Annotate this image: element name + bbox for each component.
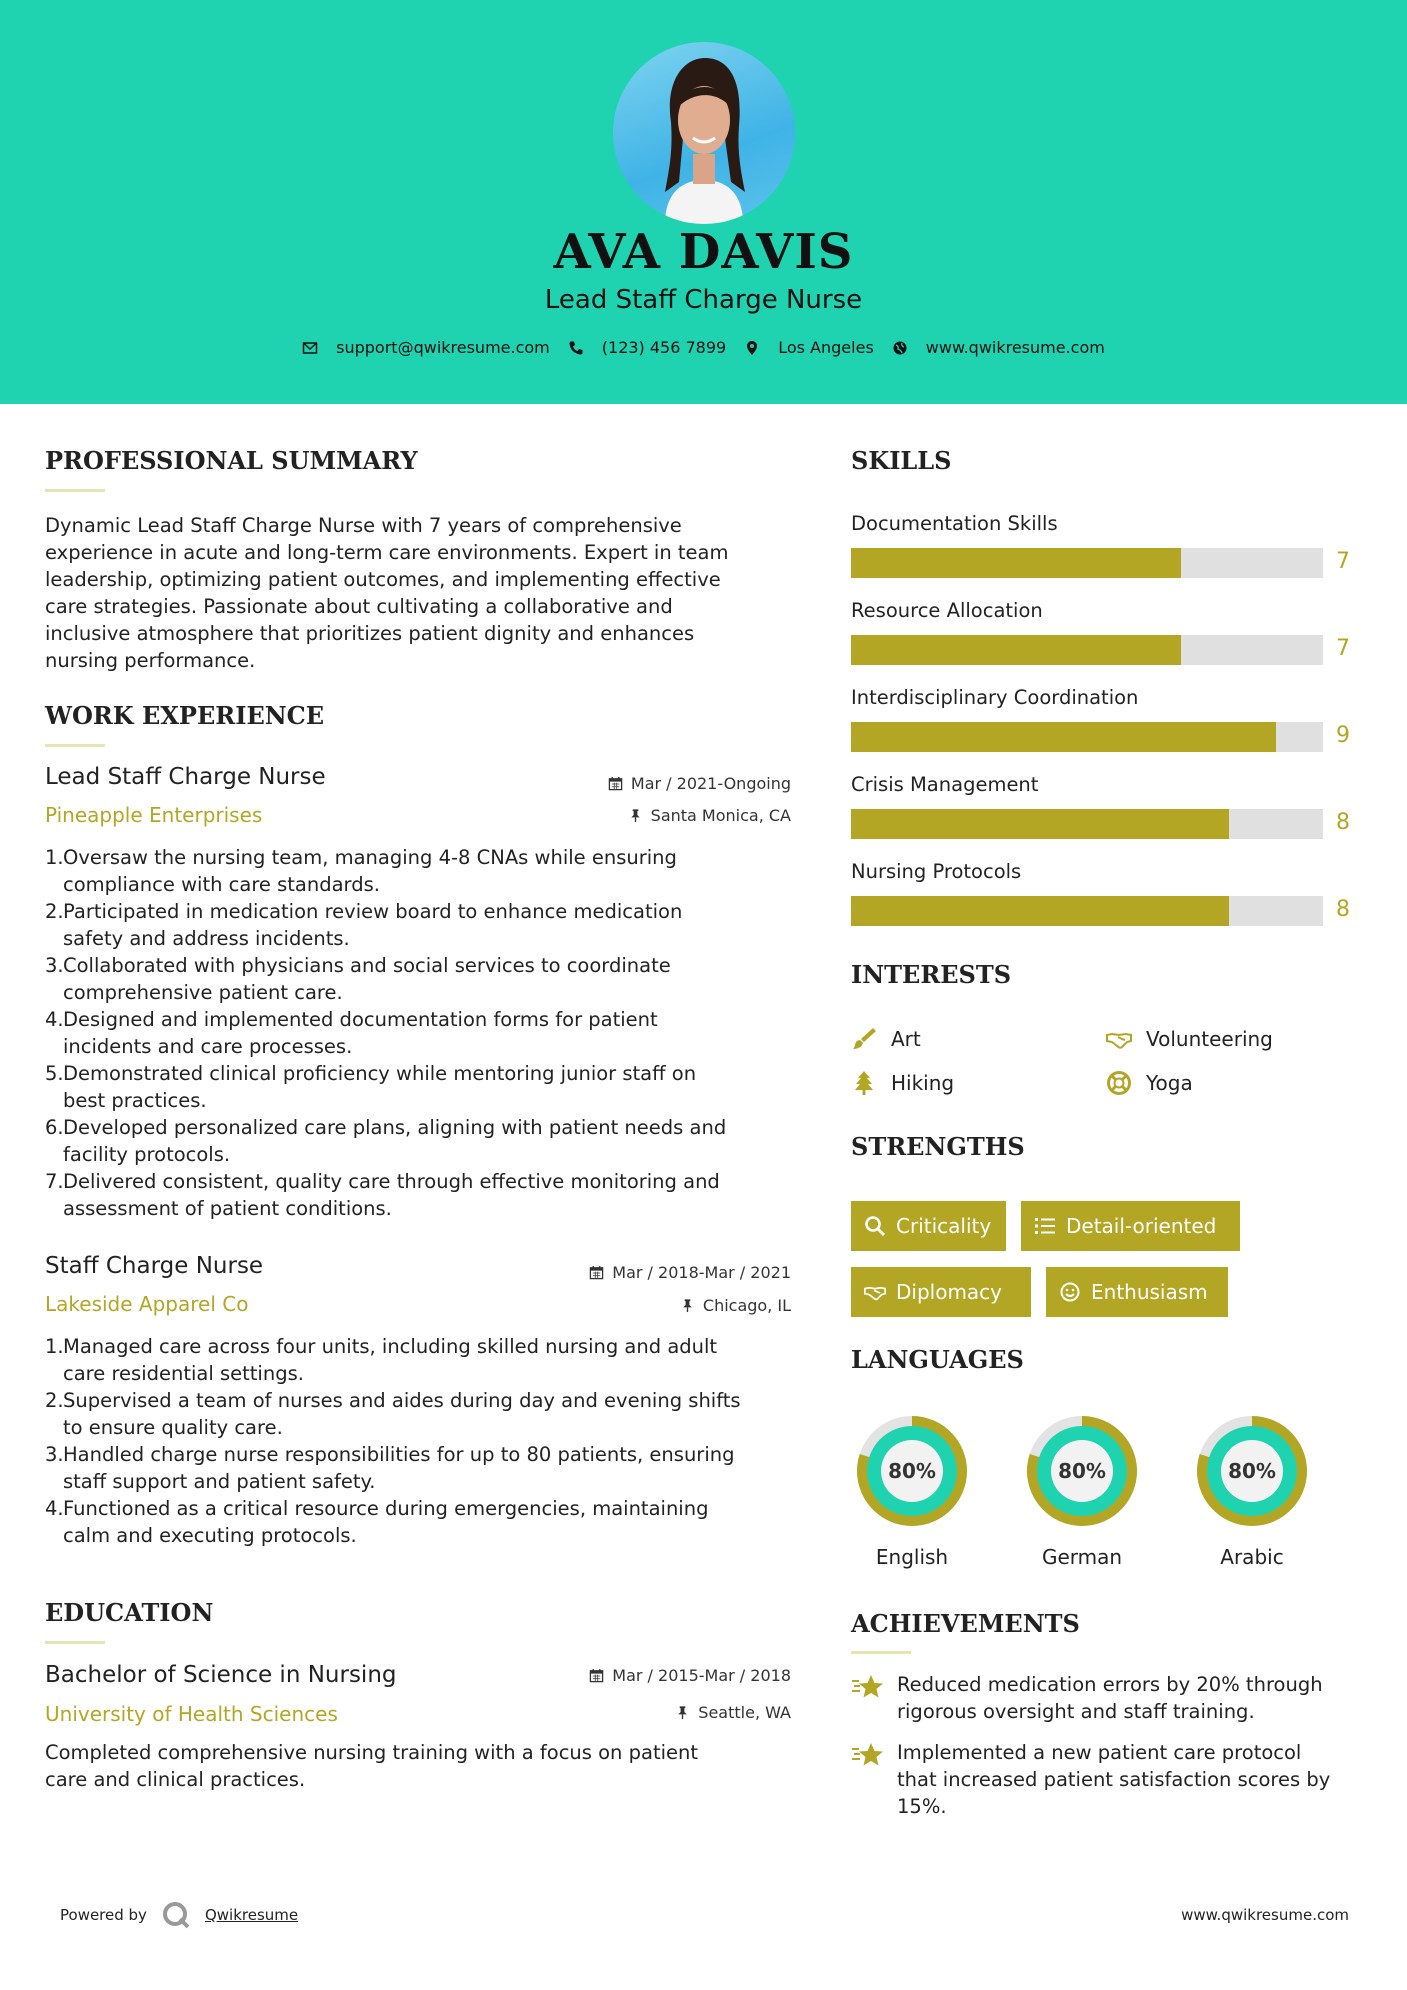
contact-email[interactable] [302, 338, 550, 357]
skill-bar-track [851, 548, 1323, 578]
skill-bar-track [851, 722, 1323, 752]
job-responsibilities [45, 1333, 741, 1549]
job-location-text: Santa Monica, CA [650, 806, 791, 825]
skill-bar-fill [851, 548, 1181, 578]
map-marker-icon [744, 340, 760, 356]
interests-heading: INTERESTS [851, 960, 1012, 989]
language-label: Arabic [1220, 1545, 1284, 1569]
contact-website[interactable] [892, 338, 1105, 357]
list-item: 1. Oversaw the nursing team, managing 4-8 CNAs while ensuring compliance with care standards. [45, 846, 677, 896]
smile-icon [1059, 1281, 1081, 1303]
interest-label: Hiking [891, 1071, 955, 1095]
pushpin-icon [675, 1705, 690, 1720]
phone-icon [568, 340, 584, 356]
list-item: 4. Designed and implemented documentation forms for patient incidents and care processes. [45, 1008, 658, 1058]
education-dates [589, 1666, 791, 1685]
interest-item [1106, 1026, 1273, 1052]
interest-item [851, 1070, 954, 1096]
summary-line: leadership, optimizing patient outcomes, and implementing effective [45, 568, 721, 591]
brand-link[interactable]: Qwikresume [204, 1906, 299, 1924]
summary-divider [45, 489, 105, 492]
globe-icon [892, 340, 908, 356]
language-percent: 80% [888, 1459, 936, 1483]
skill-bar-track [851, 896, 1323, 926]
list-item: 2. Participated in medication review board to enhance medication safety and address incidents. [45, 900, 683, 950]
contact-location [744, 338, 874, 357]
list-item: 6. Developed personalized care plans, aligning with patient needs and facility protocols. [45, 1116, 727, 1166]
contact-phone[interactable] [568, 338, 726, 357]
strength-label: Enthusiasm [1091, 1280, 1208, 1304]
achievement-item [851, 1671, 1323, 1725]
footer-website[interactable]: www.qwikresume.com [1181, 1906, 1349, 1924]
education-line: care and clinical practices. [45, 1768, 306, 1791]
footer-powered-by [60, 1900, 298, 1930]
pushpin-icon [680, 1298, 695, 1313]
skill-value: 7 [1336, 636, 1350, 661]
strength-label: Detail-oriented [1066, 1214, 1217, 1238]
skill-value: 8 [1336, 810, 1350, 835]
job-company: Lakeside Apparel Co [45, 1292, 249, 1316]
powered-by-text: Powered by [60, 1906, 147, 1924]
degree-title: Bachelor of Science in Nursing [45, 1662, 397, 1688]
skill-bar-track [851, 809, 1323, 839]
life-ring-icon [1106, 1070, 1132, 1096]
interest-item [1106, 1070, 1193, 1096]
job-title: Staff Charge Nurse [45, 1253, 264, 1279]
location-text: Los Angeles [778, 338, 874, 357]
achievement-item [851, 1739, 1330, 1820]
language-donut [1021, 1410, 1143, 1532]
summary-line: care strategies. Passionate about cultivating a collaborative and [45, 595, 673, 618]
contact-row [0, 338, 1407, 357]
language-gauge [1021, 1410, 1143, 1532]
achievement-text: Reduced medication errors by 20% through rigorous oversight and staff training. [897, 1673, 1323, 1723]
interest-label: Yoga [1146, 1071, 1193, 1095]
skills-heading: SKILLS [851, 446, 952, 475]
job-location [628, 806, 791, 825]
resume-header [0, 0, 1407, 404]
calendar-icon [589, 1265, 604, 1280]
summary-line: nursing performance. [45, 649, 256, 672]
strengths-heading: STRENGTHS [851, 1132, 1025, 1161]
summary-text [45, 512, 729, 674]
skill-value: 9 [1336, 723, 1350, 748]
education-dates-text: Mar / 2015-Mar / 2018 [612, 1666, 791, 1685]
summary-line: Dynamic Lead Staff Charge Nurse with 7 years of comprehensive [45, 514, 682, 537]
languages-heading: LANGUAGES [851, 1345, 1024, 1374]
paintbrush-icon [851, 1026, 877, 1052]
language-label: German [1041, 1545, 1123, 1569]
skill-label: Resource Allocation [851, 599, 1043, 622]
interest-item [851, 1026, 921, 1052]
education-divider [45, 1641, 105, 1644]
calendar-icon [608, 776, 623, 791]
education-heading: EDUCATION [45, 1598, 214, 1627]
calendar-icon [589, 1668, 604, 1683]
education-location [675, 1703, 791, 1722]
work-divider [45, 744, 105, 747]
skill-bar-fill [851, 809, 1229, 839]
handshake-icon [1106, 1026, 1132, 1052]
interest-label: Art [891, 1027, 921, 1051]
skill-bar-fill [851, 635, 1181, 665]
candidate-name: AVA DAVIS [553, 224, 854, 280]
email-text: support@qwikresume.com [336, 338, 550, 357]
summary-line: experience in acute and long-term care environments. Expert in team [45, 541, 729, 564]
strength-label: Criticality [896, 1214, 992, 1238]
qwikresume-logo-icon [161, 1900, 191, 1930]
language-gauge [851, 1410, 973, 1532]
skill-label: Interdisciplinary Coordination [851, 686, 1139, 709]
job-dates-text: Mar / 2018-Mar / 2021 [612, 1263, 791, 1282]
list-item: 7. Delivered consistent, quality care through effective monitoring and assessment of patient conditions. [45, 1170, 720, 1220]
list-icon [1034, 1215, 1056, 1237]
language-gauge [1191, 1410, 1313, 1532]
job-responsibilities [45, 844, 726, 1222]
list-item: 3. Handled charge nurse responsibilities for up to 80 patients, ensuring staff support and patient safety. [45, 1443, 735, 1493]
star-icon [851, 1739, 885, 1773]
education-line: Completed comprehensive nursing training with a focus on patient [45, 1741, 699, 1764]
strength-label: Diplomacy [896, 1280, 1003, 1304]
list-item: 2. Supervised a team of nurses and aides during day and evening shifts to ensure quality care. [45, 1389, 741, 1439]
school-name: University of Health Sciences [45, 1702, 338, 1726]
strength-tag [1046, 1267, 1228, 1317]
job-company: Pineapple Enterprises [45, 803, 263, 827]
job-dates [589, 1263, 791, 1282]
skill-value: 8 [1336, 897, 1350, 922]
list-item: 5. Demonstrated clinical proficiency while mentoring junior staff on best practices. [45, 1062, 697, 1112]
skill-bar-fill [851, 722, 1276, 752]
skill-bar-fill [851, 896, 1229, 926]
job-location [680, 1296, 791, 1315]
language-percent: 80% [1058, 1459, 1106, 1483]
education-description [45, 1739, 698, 1793]
website-text: www.qwikresume.com [925, 338, 1105, 357]
achievements-heading: ACHIEVEMENTS [851, 1609, 1080, 1638]
list-item: 4. Functioned as a critical resource during emergencies, maintaining calm and executing protocols. [45, 1497, 709, 1547]
skill-label: Documentation Skills [851, 512, 1058, 535]
language-label: English [875, 1545, 949, 1569]
profile-photo [613, 42, 795, 224]
phone-text: (123) 456 7899 [601, 338, 727, 357]
star-icon [851, 1671, 885, 1705]
handshake-icon [864, 1281, 886, 1303]
strength-tag [1021, 1201, 1240, 1251]
summary-line: inclusive atmosphere that prioritizes patient dignity and enhances [45, 622, 695, 645]
job-location-text: Chicago, IL [702, 1296, 791, 1315]
work-heading: WORK EXPERIENCE [45, 701, 325, 730]
skill-label: Crisis Management [851, 773, 1039, 796]
achievement-text: Implemented a new patient care protocol that increased patient satisfaction scores by 15%. [897, 1741, 1331, 1818]
job-title: Lead Staff Charge Nurse [45, 764, 326, 790]
job-dates [608, 774, 791, 793]
person-illustration [613, 42, 795, 224]
strength-tag [851, 1267, 1031, 1317]
interest-label: Volunteering [1146, 1027, 1273, 1051]
envelope-icon [302, 340, 318, 356]
pushpin-icon [628, 808, 643, 823]
education-location-text: Seattle, WA [698, 1703, 791, 1722]
summary-heading: PROFESSIONAL SUMMARY [45, 446, 418, 475]
strength-tag [851, 1201, 1006, 1251]
language-percent: 80% [1228, 1459, 1276, 1483]
language-donut [851, 1410, 973, 1532]
tree-icon [851, 1070, 877, 1096]
skill-value: 7 [1336, 549, 1350, 574]
list-item: 1. Managed care across four units, including skilled nursing and adult care residential settings. [45, 1335, 718, 1385]
skill-label: Nursing Protocols [851, 860, 1022, 883]
list-item: 3. Collaborated with physicians and social services to coordinate comprehensive patient care. [45, 954, 671, 1004]
skill-bar-track [851, 635, 1323, 665]
achievements-divider [851, 1651, 911, 1654]
job-dates-text: Mar / 2021-Ongoing [630, 774, 791, 793]
search-icon [864, 1215, 886, 1237]
candidate-role: Lead Staff Charge Nurse [544, 285, 863, 315]
language-donut [1191, 1410, 1313, 1532]
